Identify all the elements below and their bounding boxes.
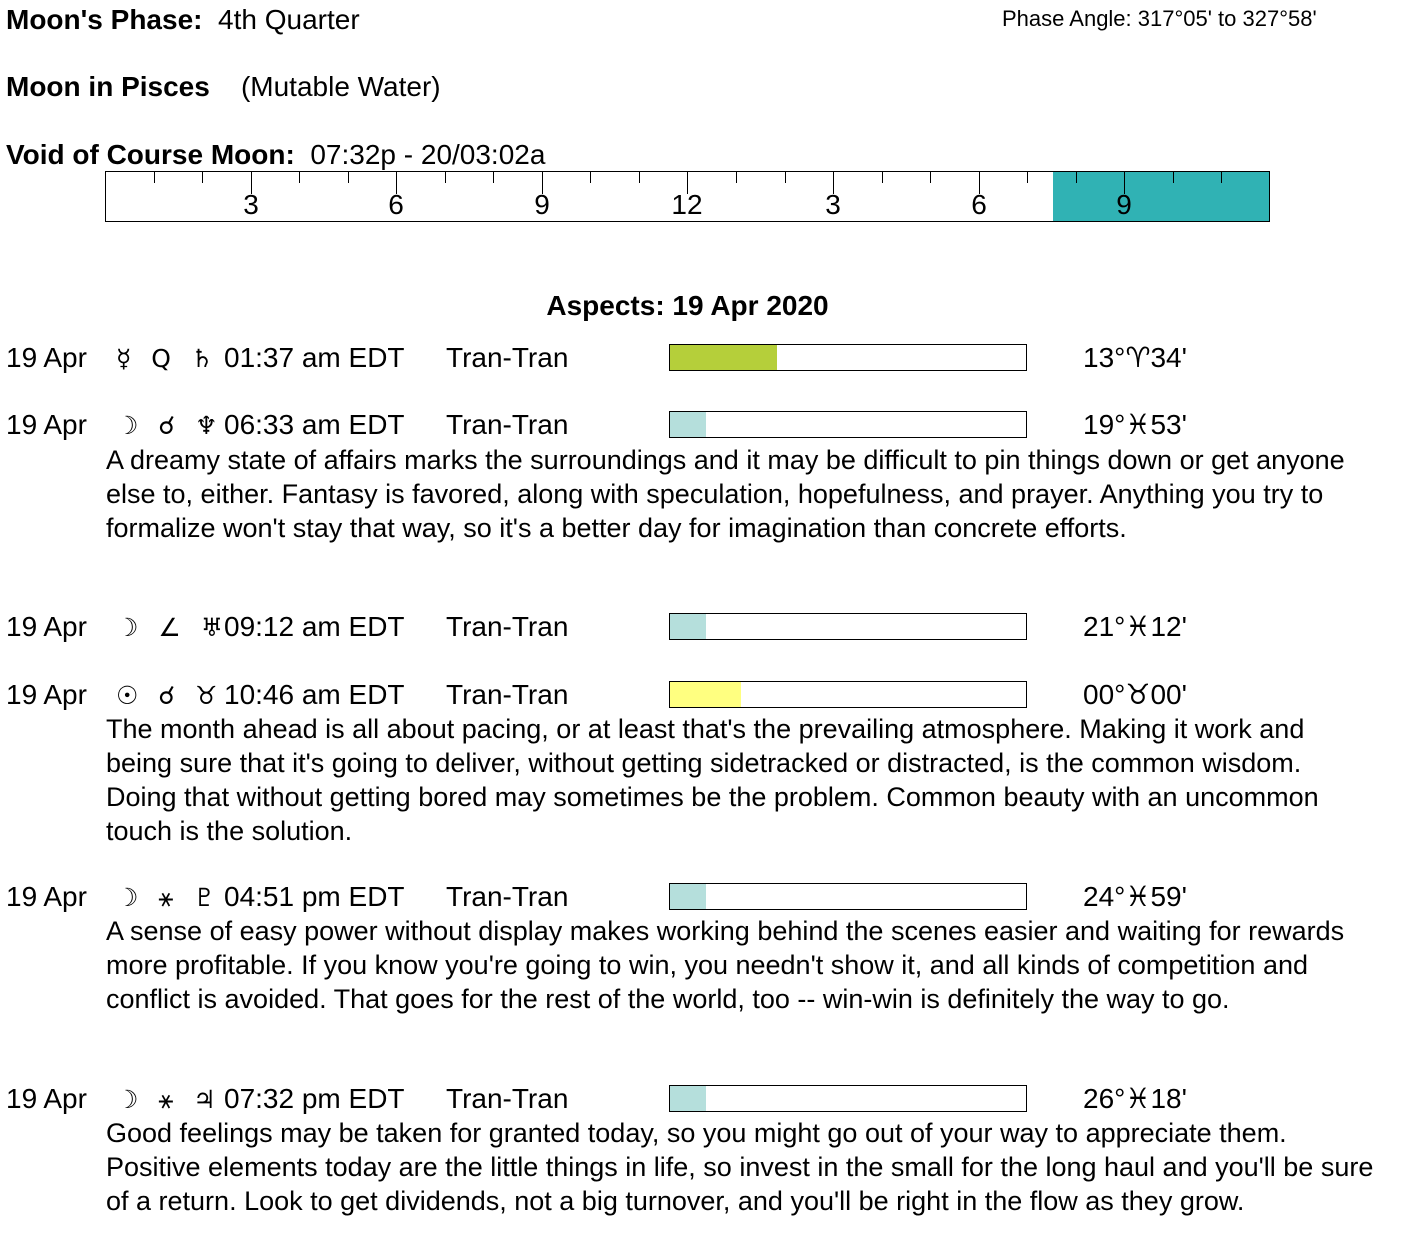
timeline-tick (154, 172, 155, 183)
aspect-strength-fill (670, 614, 706, 639)
timeline-tick (202, 172, 203, 183)
aspect-description: A dreamy state of affairs marks the surroundings and it may be difficult to pin things down or get anyone else to, either. Fantasy is favored, along with speculation, hopefulness, and prayer. Anything you try to formalize won't stay that way, so it's a better day for imagination than concrete efforts. (106, 445, 1345, 543)
aspect-position: 21°♓12' (1083, 611, 1187, 642)
moon-phase-label: Moon's Phase: (6, 4, 203, 35)
aspect-type: Tran-Tran (446, 679, 569, 710)
moon-phase-value: 4th Quarter (218, 4, 360, 35)
timeline-tick (590, 172, 591, 183)
aspect-type: Tran-Tran (446, 611, 569, 642)
aspect-glyphs: ☽ ⚹ ♇ (116, 883, 222, 912)
aspect-date: 19 Apr (6, 679, 87, 710)
timeline-tick (882, 172, 883, 183)
aspect-strength-fill (670, 412, 706, 437)
timeline-tick (1221, 172, 1222, 183)
aspect-description: Good feelings may be taken for granted today, so you might go out of your way to appreciate them. Positive elements today are the little things in life, so invest in the small for the long haul and you'll be sure of a return. Look to get dividends, not a big turnover, and you'll be right in the flow as they grow. (106, 1118, 1374, 1216)
aspect-position: 00°♉00' (1083, 679, 1187, 710)
aspect-time: 07:32 pm EDT (224, 1083, 405, 1114)
aspect-strength-bar (669, 411, 1027, 438)
aspect-time: 01:37 am EDT (224, 342, 405, 373)
moon-phase-line (6, 4, 360, 36)
timeline-hour-label: 12 (671, 189, 703, 220)
moon-sign-element: (Mutable Water) (240, 71, 441, 102)
timeline-tick (1076, 172, 1077, 183)
aspect-strength-fill (670, 345, 777, 370)
moon-sign-label: Moon in Pisces (6, 71, 210, 102)
aspect-strength-fill (670, 1086, 706, 1111)
timeline-hour-label: 3 (825, 189, 841, 220)
aspect-type: Tran-Tran (446, 409, 569, 440)
aspect-strength-bar (669, 1085, 1027, 1112)
timeline-hour-label: 6 (971, 189, 987, 220)
aspects-heading: Aspects: 19 Apr 2020 (546, 290, 829, 321)
timeline-hour-label: 6 (388, 189, 404, 220)
aspect-date: 19 Apr (6, 342, 87, 373)
phase-angle: Phase Angle: 317°05' to 327°58' (1002, 6, 1317, 31)
aspect-time: 10:46 am EDT (224, 679, 405, 710)
aspect-glyphs: ☽ ∠ ♅ (116, 613, 230, 642)
moon-sign-line (6, 71, 441, 103)
timeline-hour-label: 9 (1116, 189, 1132, 220)
aspect-date: 19 Apr (6, 611, 87, 642)
void-of-course-value: 07:32p - 20/03:02a (310, 139, 546, 170)
timeline-tick (445, 172, 446, 183)
aspect-strength-bar (669, 681, 1027, 708)
aspect-glyphs: ☽ ⚹ ♃ (116, 1085, 222, 1114)
aspect-date: 19 Apr (6, 881, 87, 912)
aspect-glyphs: ☽ ☌ ♆ (116, 411, 224, 440)
void-of-course-line (6, 139, 545, 171)
timeline-tick (493, 172, 494, 183)
void-of-course-period (1053, 172, 1269, 221)
aspect-glyphs: ☉ ☌ ♉ (116, 681, 224, 710)
timeline-tick (1173, 172, 1174, 183)
timeline-tick (639, 172, 640, 183)
aspect-strength-bar (669, 613, 1027, 640)
timeline-tick (348, 172, 349, 183)
aspect-time: 04:51 pm EDT (224, 881, 405, 912)
aspect-strength-fill (670, 884, 706, 909)
aspect-strength-fill (670, 682, 741, 707)
aspect-position: 24°♓59' (1083, 881, 1187, 912)
aspect-strength-bar (669, 344, 1027, 371)
timeline-tick (930, 172, 931, 183)
timeline-hour-label: 3 (243, 189, 259, 220)
aspect-description: A sense of easy power without display makes working behind the scenes easier and waiting for rewards more profitable. If you know you're going to win, you needn't show it, and all kinds of competition and conflict is avoided. That goes for the rest of the world, too -- win-win is definitely the way to go. (106, 916, 1345, 1014)
timeline-tick (1027, 172, 1028, 183)
aspect-time: 09:12 am EDT (224, 611, 405, 642)
timeline-hour-label: 9 (534, 189, 550, 220)
aspect-date: 19 Apr (6, 409, 87, 440)
aspect-description: The month ahead is all about pacing, or at least that's the prevailing atmosphere. Making it work and being sure that it's going to deliver, without getting sidetracked or distracted, is the common wisdom. Doing that without getting bored may sometimes be the problem. Common beauty with an uncommon touch is the solution. (106, 714, 1319, 846)
aspect-strength-bar (669, 883, 1027, 910)
aspect-position: 13°♈34' (1083, 342, 1187, 373)
aspect-type: Tran-Tran (446, 342, 569, 373)
aspect-date: 19 Apr (6, 1083, 87, 1114)
aspect-position: 19°♓53' (1083, 409, 1187, 440)
timeline-tick (785, 172, 786, 183)
timeline-tick (736, 172, 737, 183)
aspect-type: Tran-Tran (446, 881, 569, 912)
aspect-glyphs: ☿ Q ♄ (116, 344, 220, 373)
aspect-position: 26°♓18' (1083, 1083, 1187, 1114)
void-of-course-timeline (105, 171, 1270, 222)
aspect-type: Tran-Tran (446, 1083, 569, 1114)
timeline-tick (299, 172, 300, 183)
void-of-course-label: Void of Course Moon: (6, 139, 295, 170)
aspect-time: 06:33 am EDT (224, 409, 405, 440)
